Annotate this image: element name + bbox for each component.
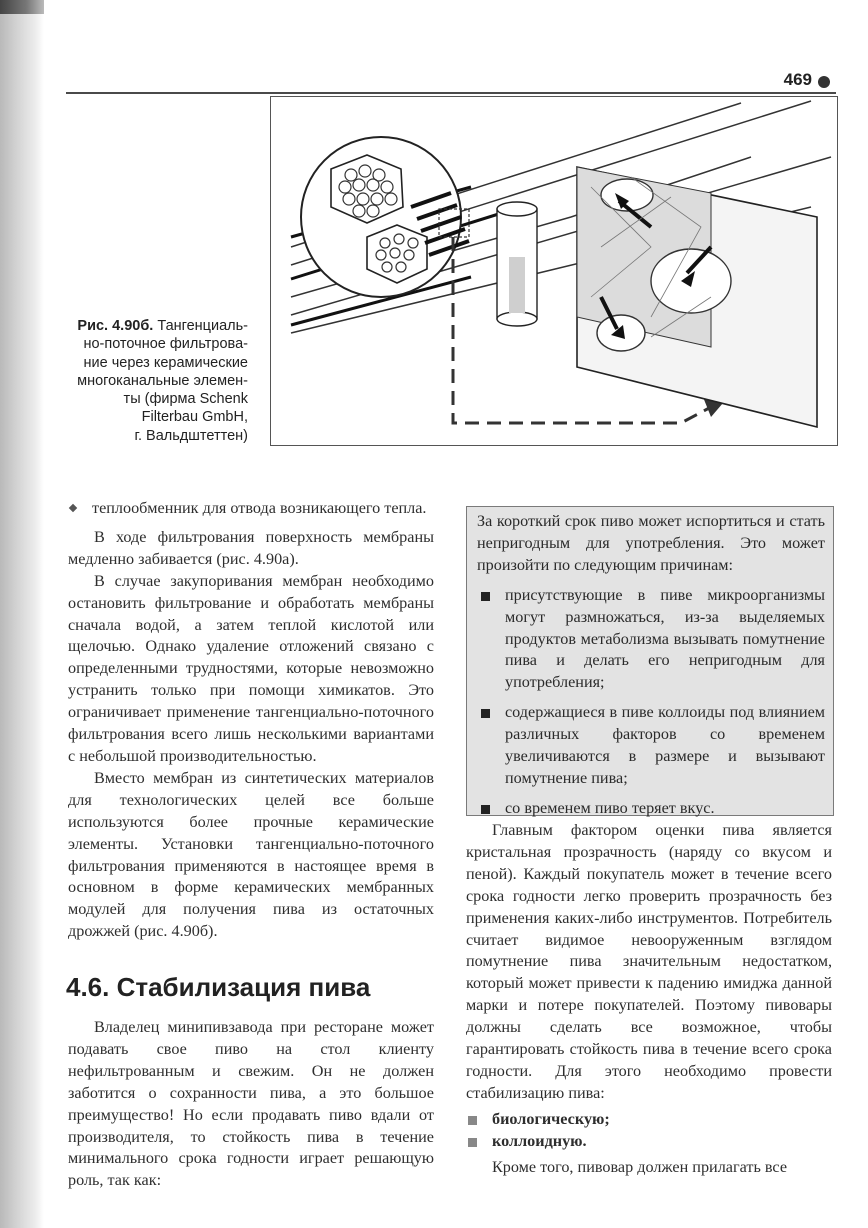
- figure-caption-line: Тангенциаль-: [157, 318, 248, 334]
- figure-caption-label: Рис. 4.90б.: [77, 318, 154, 334]
- square-bullet-icon: [481, 709, 490, 718]
- list-item-text: биологическую;: [492, 1109, 610, 1128]
- left-column: [68, 498, 434, 943]
- paragraph: Главным фактором оценки пива является кристальная прозрачность (наряду со вкусом и пеной). Каждый покупатель может в течение всего срока годности легко проверить прозрачность без применения каких-либо инструментов. Потребитель считает видимое невооруженным взглядом помутнение пива значительным недостатком, который может привести к падению имиджа данной марки и потере покупателей. Поэтому пивовары должны сделать все возможное, чтобы гарантировать стойкость пива в течение всего срока годности. Для этого необходимо провести стабилизацию пива:: [466, 821, 832, 1102]
- list-item: [466, 1131, 832, 1153]
- page-number: 469: [783, 70, 812, 89]
- figure-caption: [62, 317, 248, 445]
- list-item: [466, 1109, 832, 1131]
- info-box-item: [477, 702, 825, 790]
- figure-caption-line: но-поточное фильтрова-: [83, 336, 248, 353]
- paragraph: Владелец минипивзавода при ресторане может подавать свое пиво на стол клиенту нефильтрованным и свежим. Он не должен заботится о сохранности пива, а это большое преимущество! Но если продавать пиво вдали от производителя, то стойкость пива в течение минимального срока годности играет решающую роль, так как:: [68, 1018, 434, 1190]
- info-box-item-text: присутствующие в пиве микроорганизмы могут размножаться, из-за выделяемых продуктов метаболизма вызывать помутнение пива и делать его непригодным для употребления;: [505, 585, 825, 692]
- section-heading: 4.6. Стабилизация пива: [66, 972, 371, 1002]
- list-item-text: теплообменник для отвода возникающего тепла.: [92, 499, 427, 517]
- figure-ceramic-filter-illustration: [270, 96, 838, 446]
- info-box-intro: За короткий срок пиво может испортиться и стать непригодным для употребления. Это может произойти по следующим причинам:: [477, 512, 825, 574]
- paragraph: Кроме того, пивовар должен прилагать все: [492, 1157, 788, 1176]
- figure-caption-line: многоканальные элемен-: [77, 372, 248, 389]
- info-box-item: [477, 798, 825, 820]
- list-item-text: коллоидную.: [492, 1131, 587, 1150]
- square-bullet-icon: [481, 592, 490, 601]
- paragraph: Вместо мембран из синтетических материалов для технологических целей все больше используются более прочные керамические элементы. Установки тангенциально-поточного фильтрования применяются в настоящее время в основном в форме керамических мембранных модулей для получения пива из остаточных дрожжей (рис. 4.90б).: [68, 768, 434, 941]
- info-box-item: [477, 585, 825, 695]
- figure-caption-line: ние через керамические: [83, 354, 248, 371]
- figure-caption-line: Filterbau GmbH,: [141, 409, 248, 426]
- square-bullet-icon: [468, 1116, 477, 1125]
- book-spine-shadow: [0, 0, 44, 1228]
- section-body: [68, 1017, 434, 1192]
- info-box-item-text: содержащиеся в пиве коллоиды под влиянием различных факторов со временем увеличиваются в размере и вызывают помутнение пива;: [505, 703, 825, 787]
- square-bullet-icon: [481, 805, 490, 814]
- figure-caption-line: ты (фирма Schenk: [123, 391, 248, 408]
- paragraph: В ходе фильтрования поверхность мембраны медленно забивается (рис. 4.90а).: [68, 527, 434, 568]
- page-marker-icon: [818, 76, 830, 88]
- right-column: [466, 820, 832, 1179]
- info-box-item-text: со временем пиво теряет вкус.: [505, 798, 715, 817]
- page-corner-shadow: [0, 0, 44, 14]
- paragraph: В случае закупоривания мембран необходимо остановить фильтрование и обработать мембраны сначала водой, а затем теплой кислотой или щелочью. Однако удаление отложений связано с определенными трудностями, которые невозможно устранить только при помощи химикатов. Это ограничивает применение тангенциально-поточного фильтрования всего лишь несколькими вариантами с небольшой производительностью.: [68, 571, 434, 765]
- header-rule: [66, 92, 836, 94]
- square-bullet-icon: [468, 1138, 477, 1147]
- info-box: [466, 506, 834, 816]
- ceramic-filter-drawing: [271, 97, 837, 445]
- diamond-bullet-icon: [69, 504, 77, 512]
- figure-caption-line: г. Вальдштеттен): [134, 427, 248, 444]
- list-item: [68, 498, 434, 520]
